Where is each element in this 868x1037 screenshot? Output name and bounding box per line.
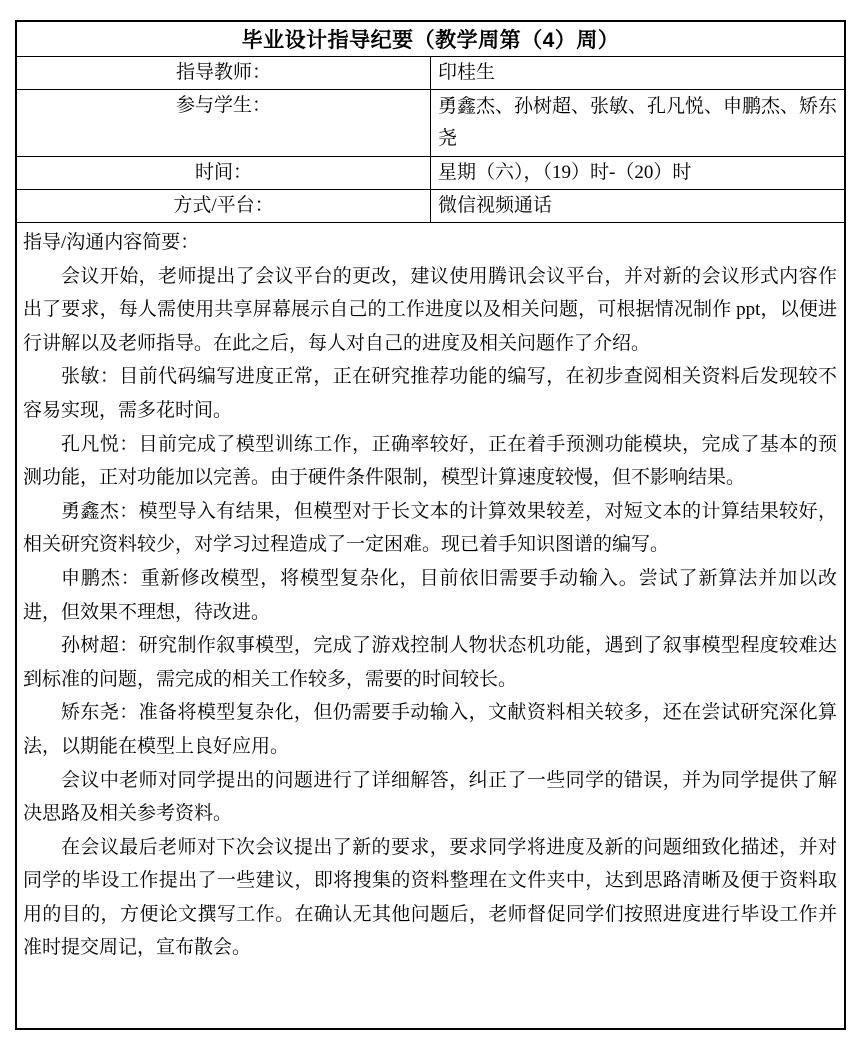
participants-label: 参与学生：: [16, 90, 431, 157]
document-title: 毕业设计指导纪要（教学周第（4）周）: [16, 21, 845, 57]
paragraph-meeting-intro: 会议开始，老师提出了会议平台的更改，建议使用腾讯会议平台，并对新的会议形式内容作出了要求，每人需使用共享屏幕展示自己的工作进度以及相关问题，可根据情况制作 ppt，以便进行讲解以及老师指导。在此之后，每人对自己的进度及相关问题作了介绍。: [23, 265, 837, 354]
time-value: 星期（六），（19）时-（20）时: [431, 157, 846, 190]
teacher-value: 印桂生: [431, 57, 846, 90]
content-row: [16, 223, 845, 1029]
paragraph-sunshuchao: 孙树超：研究制作叙事模型，完成了游戏控制人物状态机功能，遇到了叙事模型程度较难达到标准的问题，需完成的相关工作较多，需要的时间较长。: [23, 635, 837, 690]
paragraph-closing: 在会议最后老师对下次会议提出了新的要求，要求同学将进度及新的问题细致化描述，并对同学的毕设工作提出了一些建议，即将搜集的资料整理在文件夹中，达到思路清晰及便于资料取用的目的，方便论文撰写工作。在确认无其他问题后，老师督促同学们按照进度进行毕设工作并准时提交周记，宣布散会。: [23, 836, 837, 959]
table-row-platform: [16, 190, 845, 223]
table-row-time: [16, 157, 845, 190]
paragraph-yongxinjie: 勇鑫杰：模型导入有结果，但模型对于长文本的计算效果较差，对短文本的计算结果较好，相关研究资料较少，对学习过程造成了一定困难。现已着手知识图谱的编写。: [23, 500, 837, 556]
meeting-minutes-table: [15, 20, 846, 1030]
content-heading: 指导/沟通内容简要：: [23, 232, 200, 253]
title-row: [16, 21, 845, 57]
platform-value: 微信视频通话: [431, 190, 846, 223]
paragraph-zhangmin: 张敏：目前代码编写进度正常，正在研究推荐功能的编写，在初步查阅相关资料后发现较不容易实现，需多花时间。: [23, 366, 837, 421]
table-row-teacher: [16, 57, 845, 90]
teacher-label: 指导教师：: [16, 57, 431, 90]
platform-label: 方式/平台：: [16, 190, 431, 223]
table-row-participants: [16, 90, 845, 157]
paragraph-teacher-answers: 会议中老师对同学提出的问题进行了详细解答，纠正了一些同学的错误，并为同学提供了解决思路及相关参考资料。: [23, 769, 837, 825]
time-label: 时间：: [16, 157, 431, 190]
participants-value: 勇鑫杰、孙树超、张敏、孔凡悦、申鹏杰、矫东尧: [431, 90, 846, 157]
paragraph-shenpengjie: 申鹏杰：重新修改模型，将模型复杂化，目前依旧需要手动输入。尝试了新算法并加以改进，但效果不理想，待改进。: [23, 567, 837, 623]
paragraph-jiaodongyao: 矫东尧：准备将模型复杂化，但仍需要手动输入，文献资料相关较多，还在尝试研究深化算法，以期能在模型上良好应用。: [23, 702, 837, 757]
paragraph-kongfanyue: 孔凡悦：目前完成了模型训练工作，正确率较好，正在着手预测功能模块，完成了基本的预测功能，正对功能加以完善。由于硬件条件限制，模型计算速度较慢，但不影响结果。: [23, 433, 837, 489]
content-cell: [16, 223, 845, 1029]
